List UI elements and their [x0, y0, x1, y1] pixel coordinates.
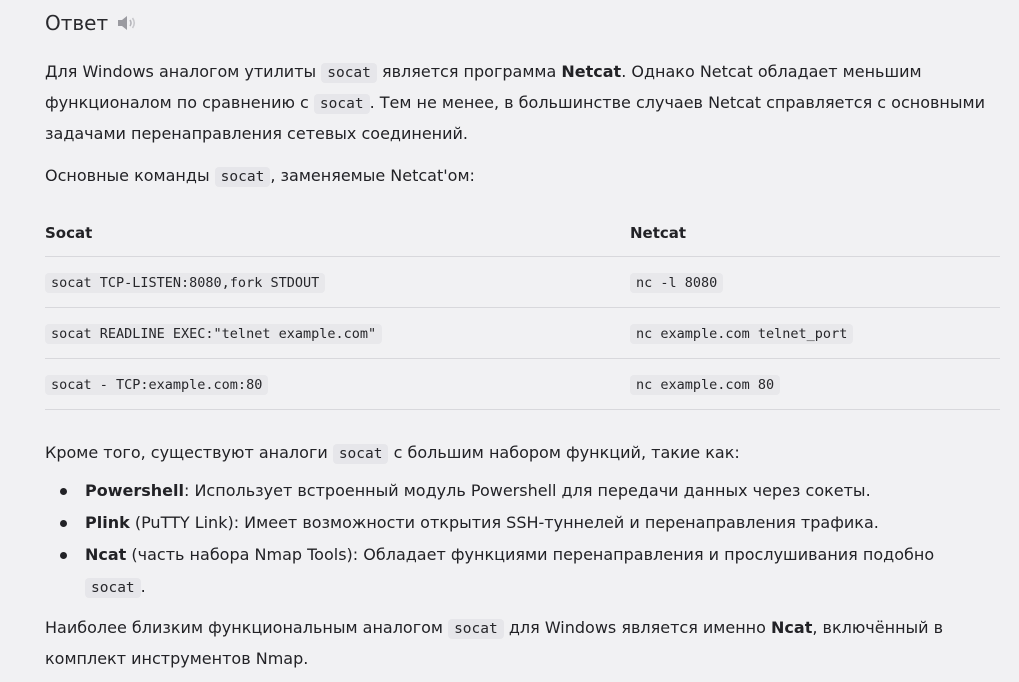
list-item: Powershell: Использует встроенный модуль Powershell для передачи данных через сокеты. [45, 475, 995, 507]
inline-code: socat [314, 94, 370, 114]
table-cell [630, 257, 1000, 308]
commands-intro: Основные команды socat , заменяемые Netcat'ом: [45, 166, 475, 185]
command-code: socat TCP-LISTEN:8080,fork STDOUT [45, 273, 325, 293]
table-cell [45, 308, 630, 359]
intro-paragraph: Для Windows аналогом утилиты socat является программа Netcat. Однако Netcat обладает меньшим функционалом по сравнению с socat . Тем не менее, в большинстве случаев Netcat справляется с основными задачами перенаправления сетевых соединений. [45, 62, 985, 143]
list-item: Plink (PuTTY Link): Имеет возможности открытия SSH-туннелей и перенаправления трафика. [45, 507, 995, 539]
bullet-icon [60, 488, 67, 495]
table-header-row [45, 210, 1000, 257]
table-row [45, 257, 1000, 308]
speaker-icon[interactable] [116, 14, 138, 32]
comparison-table [45, 210, 1000, 410]
command-code: nc example.com 80 [630, 375, 780, 395]
table-row [45, 308, 1000, 359]
bullet-icon [60, 520, 67, 527]
inline-code: socat [321, 63, 377, 83]
header-socat: Socat [45, 210, 630, 257]
answer-title: Ответ [45, 11, 109, 35]
analogs-intro: Кроме того, существуют аналоги socat с большим набором функций, такие как: [45, 443, 740, 462]
analogs-list [45, 475, 995, 604]
table-row [45, 359, 1000, 410]
answer-header [45, 8, 138, 38]
command-code: nc example.com telnet_port [630, 324, 853, 344]
list-item: Ncat (часть набора Nmap Tools): Обладает функциями перенаправления и прослушивания подобно socat . [45, 539, 995, 604]
command-code: socat - TCP:example.com:80 [45, 375, 268, 395]
header-netcat: Netcat [630, 210, 1000, 257]
inline-code: socat [215, 167, 271, 187]
inline-code: socat [85, 578, 141, 598]
conclusion-paragraph: Наиболее близким функциональным аналогом socat для Windows является именно Ncat, включённый в комплект инструментов Nmap. [45, 618, 944, 668]
command-code: nc -l 8080 [630, 273, 723, 293]
table-cell [45, 257, 630, 308]
table-cell [630, 359, 1000, 410]
inline-code: socat [333, 444, 389, 464]
command-code: socat READLINE EXEC:"telnet example.com" [45, 324, 382, 344]
table-cell [630, 308, 1000, 359]
bullet-icon [60, 552, 67, 559]
table-cell [45, 359, 630, 410]
inline-code: socat [448, 619, 504, 639]
